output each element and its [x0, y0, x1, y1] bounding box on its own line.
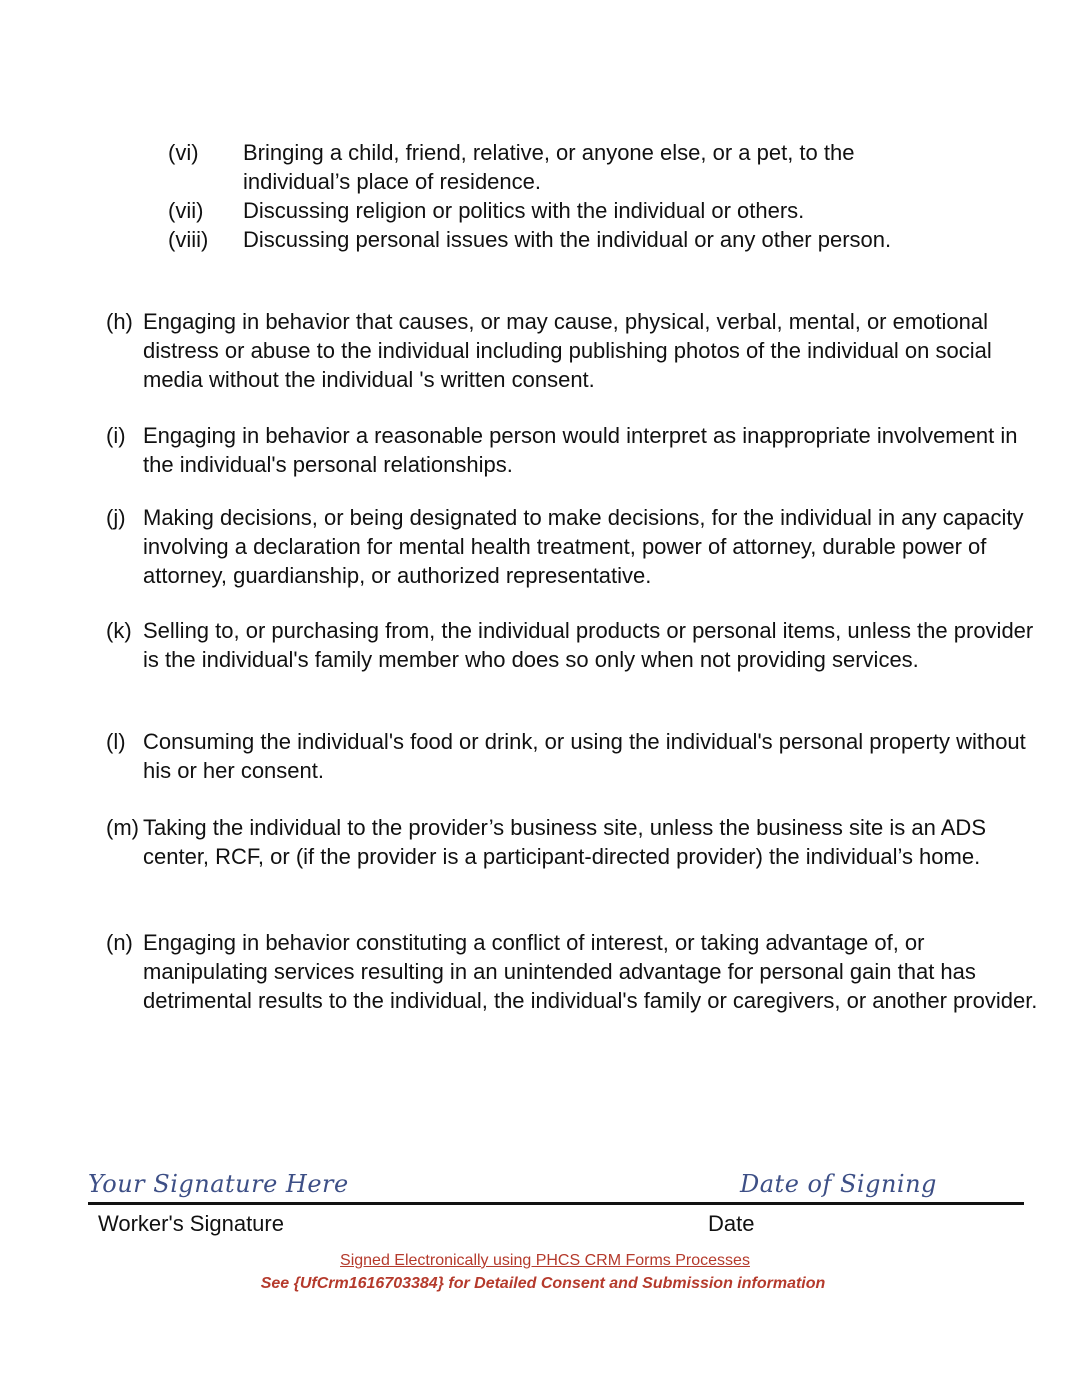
- item-text: Engaging in behavior constituting a conflict of interest, or taking advantage of, or manipulating services resulting in an unintended advantage for personal gain that has detrimental results to the individual, the individual's family or caregivers, or another provider.: [143, 930, 1038, 1013]
- sub-item-list: [168, 138, 928, 254]
- worker-signature-label: Worker's Signature: [98, 1211, 284, 1236]
- item-text: Engaging in behavior a reasonable person would interpret as inappropriate involvement in the individual's personal relationships.: [143, 423, 1018, 477]
- list-item-m: [106, 813, 1041, 871]
- item-text: Engaging in behavior that causes, or may cause, physical, verbal, mental, or emotional distress or abuse to the individual including publishing photos of the individual on social media without the individual 's written consent.: [143, 309, 992, 392]
- sub-item: [168, 225, 928, 254]
- list-item-i: [106, 421, 1041, 479]
- list-item-n: [106, 928, 1041, 1015]
- date-of-signing-field[interactable]: Date of Signing: [740, 1170, 937, 1198]
- item-number: (l): [106, 729, 126, 754]
- list-item-h: [106, 307, 1041, 394]
- item-text: Selling to, or purchasing from, the individual products or personal items, unless the provider is the individual's family member who does so only when not providing services.: [143, 618, 1034, 672]
- sub-item-text: Bringing a child, friend, relative, or anyone else, or a pet, to the individual’s place of residence.: [243, 140, 855, 194]
- sub-item-number: (viii): [168, 227, 209, 252]
- item-text: Taking the individual to the provider’s business site, unless the business site is an ADS center, RCF, or (if the provider is a participant-directed provider) the individual’s home.: [143, 815, 986, 869]
- sub-item-number: (vii): [168, 198, 204, 223]
- date-label: Date: [708, 1211, 755, 1236]
- item-text: Consuming the individual's food or drink, or using the individual's personal property without his or her consent.: [143, 729, 1026, 783]
- item-number: (i): [106, 423, 126, 448]
- sub-item-text: Discussing religion or politics with the individual or others.: [243, 198, 805, 223]
- item-number: (j): [106, 505, 126, 530]
- item-number: (k): [106, 618, 132, 643]
- list-item-k: [106, 616, 1041, 674]
- sub-item-text: Discussing personal issues with the individual or any other person.: [243, 227, 892, 252]
- consent-info-note: See {UfCrm1616703384} for Detailed Consent and Submission information: [260, 1275, 826, 1292]
- sub-item: [168, 196, 928, 225]
- list-item-j: [106, 503, 1041, 590]
- signed-electronically-link[interactable]: Signed Electronically using PHCS CRM Forms Processes: [340, 1252, 750, 1269]
- item-number: (n): [106, 930, 133, 955]
- sub-item-number: (vi): [168, 140, 199, 165]
- sub-item: [168, 138, 928, 196]
- item-number: (m): [106, 815, 139, 840]
- item-number: (h): [106, 309, 133, 334]
- signature-field[interactable]: Your Signature Here: [88, 1170, 349, 1198]
- list-item-l: [106, 727, 1041, 785]
- item-text: Making decisions, or being designated to make decisions, for the individual in any capacity involving a declaration for mental health treatment, power of attorney, durable power of attorney, guardianship, or authorized representative.: [143, 505, 1024, 588]
- signature-line: [88, 1202, 1024, 1205]
